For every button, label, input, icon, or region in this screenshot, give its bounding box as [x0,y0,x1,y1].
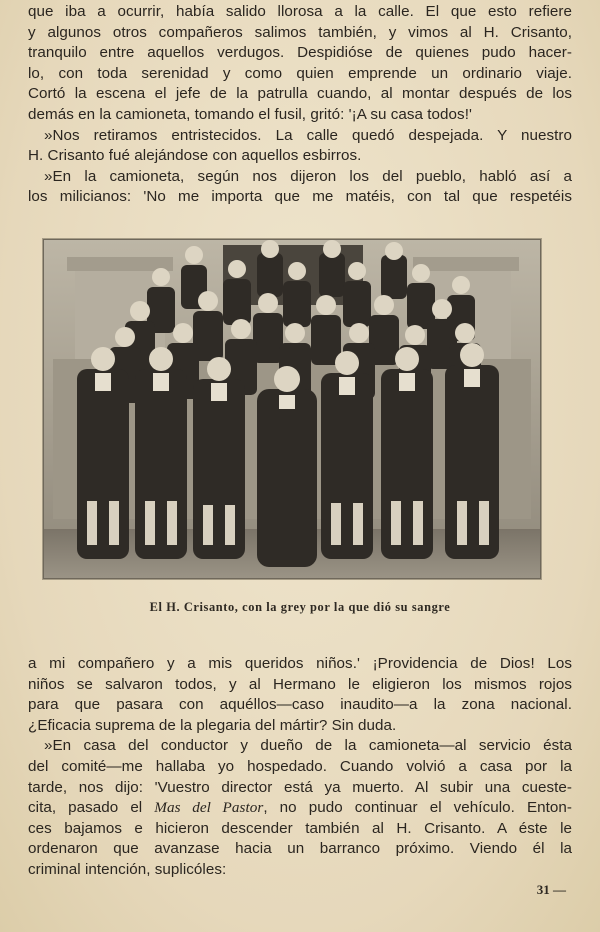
text-line: »En casa del conductor y dueño de la camioneta—al servicio ésta [44,737,572,755]
page-number: 31 — [536,882,566,897]
text-line: para que pasara con aquéllos—caso inaudito—a la zona nacional. [28,696,572,714]
photo-caption: El H. Crisanto, con la grey por la que dió su sangre [149,600,451,614]
group-photo [42,238,542,580]
bottom-paragraphs [28,654,572,881]
text-line: y algunos otros compañeros salimos también, y vimos al H. Crisanto, [28,23,572,41]
text-fragment: , no pudo continuar el vehículo. Enton- [263,799,572,817]
text-line: tranquilo entre aquellos verdugos. Despidióse de quienes pudo hacer- [28,44,572,62]
text-line: niños se salvaron todos, y al Hermano le eligieron los mismos rojos [28,675,572,693]
top-paragraphs [28,2,572,208]
text-line: ¿Eficacia suprema de la plegaria del mártir? Sin duda. [28,716,397,734]
place-name-italic: Mas del Pastor [154,799,264,817]
text-line: criminal intención, suplicóles: [28,860,227,878]
text-line: a mi compañero y a mis queridos niños.' ¡Providencia de Dios! Los [28,655,572,672]
text-line: tarde, nos dijo: 'Vuestro director está ya muerto. Al subir una cueste- [28,778,572,796]
group-photo-illustration [43,239,541,579]
text-line: »Nos retiramos entristecidos. La calle quedó despejada. Y nuestro [44,126,572,144]
text-line-mixed [28,798,572,819]
text-line: ordenaron que avanzase hacia un barranco próximo. Viendo él la [28,840,572,858]
text-fragment: cita, pasado el [28,799,143,817]
text-line: ces bajamos e hicieron descender también al H. Crisanto. A éste le [28,819,572,837]
text-line: Cortó la escena el jefe de la patrulla cuando, al montar después de los [28,85,572,103]
text-line: los milicianos: 'No me importa que me matéis, con tal que respetéis [28,188,572,206]
text-line: que iba a ocurrir, había salido llorosa a la calle. El que esto refiere [28,3,572,20]
text-line: lo, con toda serenidad y como quien emprende un ordinario viaje. [28,64,572,82]
text-line: »En la camioneta, según nos dijeron los del pueblo, habló así a [44,167,572,185]
text-line: del comité—me hallaba yo hospedado. Cuando volvió a casa por la [28,757,572,775]
text-line: demás en la camioneta, tomando el fusil, gritó: '¡A su casa todos!' [28,105,472,123]
text-line: H. Crisanto fué alejándose con aquellos esbirros. [28,147,362,165]
